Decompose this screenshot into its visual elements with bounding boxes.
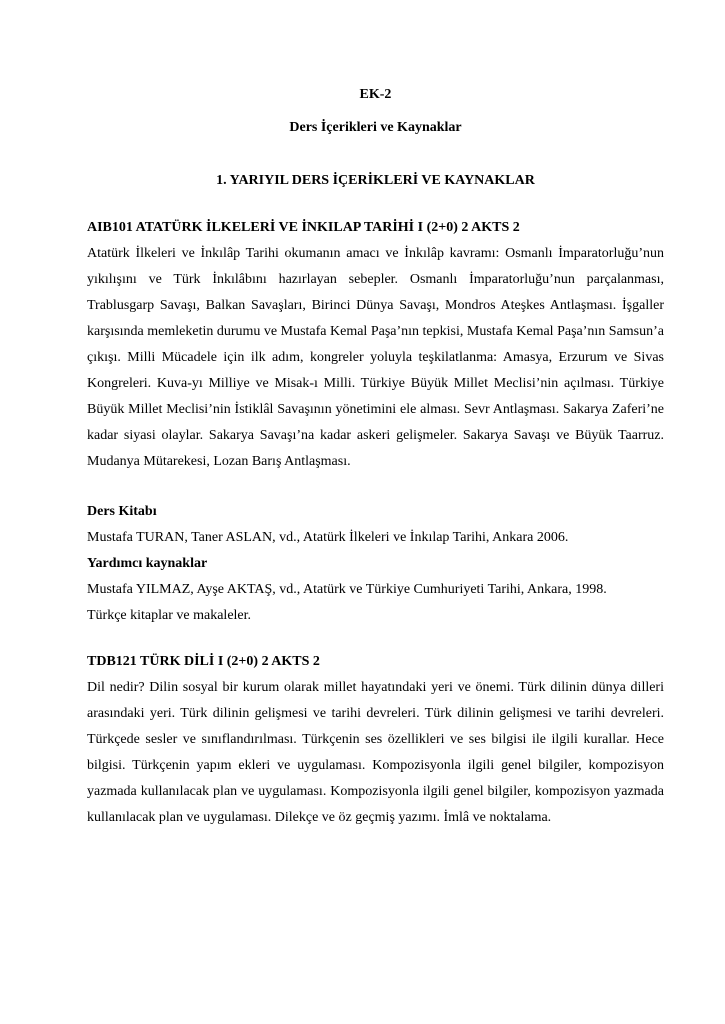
textbook-reference: Mustafa TURAN, Taner ASLAN, vd., Atatürk İlkeleri ve İnkılap Tarihi, Ankara 2006.: [87, 530, 569, 545]
aux-source-item: Türkçe kitaplar ve makaleler.: [87, 608, 252, 623]
course-content: Atatürk İlkeleri ve İnkılâp Tarihi okumanın amacı ve İnkılâp kavramı: Osmanlı İmparatorluğu’nun yıkılışını ve Türk İnkılâbını hazırlayan sebepler. Osmanlı İmparatorluğu’nun parçalanması, Trablusgarp Savaşı, Balkan Savaşları, Birinci Dünya Savaşı, Mondros Ateşkes Antlaşması. İşgaller karşısında memleketin durumu ve Mustafa Kemal Paşa’nın tepkisi, Mustafa Kemal Paşa’nın Samsun’a çıkışı. Milli Mücadele için ilk adım, kongreler yoluyla teşkilatlanma: Amasya, Erzurum ve Sivas Kongreleri. Kuva-yı Milliye ve Misak-ı Milli. Türkiye Büyük Millet Meclisi’nin açılması. Türkiye Büyük Millet Meclisi’nin İstiklâl Savaşının yönetimini ele alması. Sevr Antlaşması. Sakarya Zaferi’ne kadar siyasi olaylar. Sakarya Savaşı’na kadar askeri gelişmeler. Sakarya Savaşı ve Büyük Taarruz. Mudanya Mütarekesi, Lozan Barış Antlaşması.: [87, 246, 664, 469]
appendix-label: EK-2: [359, 87, 392, 102]
document-content: [87, 86, 664, 831]
course-section-aib101: [87, 219, 664, 629]
aux-sources-label: Yardımcı kaynaklar: [87, 556, 208, 571]
course-section-tdb121: [87, 653, 664, 831]
document-subtitle: Ders İçerikleri ve Kaynaklar: [289, 120, 462, 135]
course-title: TDB121 TÜRK DİLİ I (2+0) 2 AKTS 2: [87, 654, 320, 669]
textbook-label: Ders Kitabı: [87, 504, 157, 519]
aux-source-item: Mustafa YILMAZ, Ayşe AKTAŞ, vd., Atatürk ve Türkiye Cumhuriyeti Tarihi, Ankara, 1998.: [87, 582, 607, 597]
semester-heading: 1. YARIYIL DERS İÇERİKLERİ VE KAYNAKLAR: [216, 173, 535, 188]
course-title: AIB101 ATATÜRK İLKELERİ VE İNKILAP TARİHİ I (2+0) 2 AKTS 2: [87, 220, 520, 235]
course-content: Dil nedir? Dilin sosyal bir kurum olarak millet hayatındaki yeri ve önemi. Türk dilinin dünya dilleri arasındaki yeri. Türk dilinin gelişmesi ve tarihi devreleri. Türk dilinin gelişmesi ve tarihi devreleri. Türkçede sesler ve sınıflandırılması. Türkçenin ses özellikleri ve ses bilgisi ile ilgili kurallar. Hece bilgisi. Türkçenin yapım ekleri ve uygulaması. Kompozisyonla ilgili genel bilgiler, kompozisyon yazmada kullanılacak plan ve uygulaması. Kompozisyonla ilgili genel bilgiler, kompozisyon yazmada kullanılacak plan ve uygulaması. Dilekçe ve öz geçmiş yazımı. İmlâ ve noktalama.: [87, 680, 664, 825]
